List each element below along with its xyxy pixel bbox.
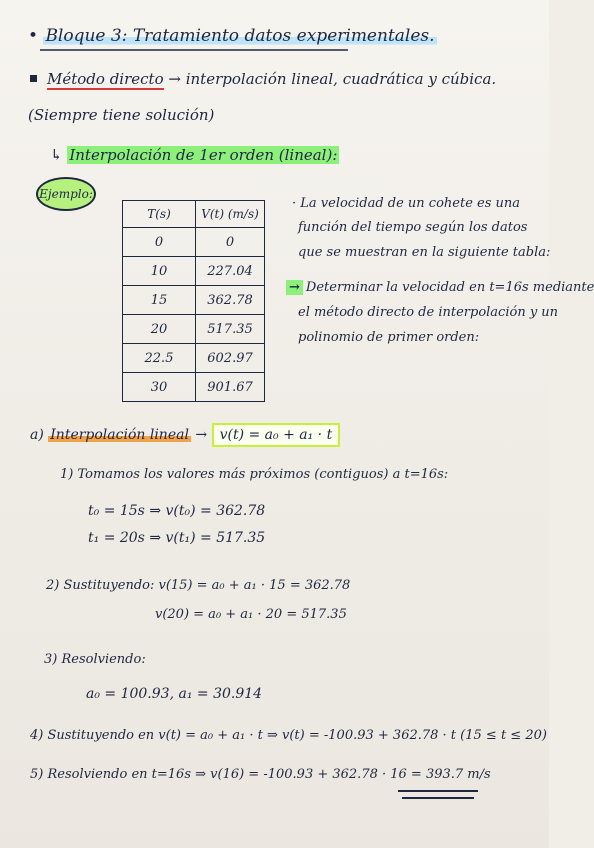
note-line-4 [286, 280, 594, 295]
square-bullet-icon [30, 75, 37, 82]
table-cell: 517.35 [196, 315, 265, 344]
step-1: 1) Tomamos los valores más próximos (contiguos) a t=16s: [60, 467, 449, 482]
result-underline [402, 797, 474, 799]
data-table [122, 200, 265, 402]
table-cell: 20 [123, 315, 196, 344]
metodo-line [30, 70, 496, 88]
section-a-label: Interpolación lineal [50, 427, 189, 443]
header-velocity: V(t) (m/s) [196, 201, 265, 228]
table-cell: 227.04 [196, 257, 265, 286]
result-underline [398, 790, 478, 792]
step-4: 4) Sustituyendo en v(t) = a₀ + a₁ · t ⇒ v(t) = -100.93 + 362.78 · t (15 ≤ t ≤ 20) [30, 728, 547, 743]
note-line-1: · La velocidad de un cohete es una [292, 196, 521, 211]
section-a-prefix: a) [30, 427, 49, 443]
table-cell: 602.97 [196, 344, 265, 373]
ejemplo-badge: Ejemplo: [36, 177, 96, 211]
note-line-3: que se muestran en la siguiente tabla: [298, 245, 551, 260]
step-2-eq2: v(20) = a₀ + a₁ · 20 = 517.35 [155, 607, 347, 622]
table-row [123, 344, 265, 373]
arrow-right-icon: → [286, 280, 303, 295]
note-line-6: polinomio de primer orden: [298, 330, 480, 345]
table-cell: 0 [123, 228, 196, 257]
section-a-heading [30, 427, 340, 443]
step-1-t1: t₁ = 20s ⇒ v(t₁) = 517.35 [88, 530, 266, 546]
note-line-2: función del tiempo según los datos [298, 220, 528, 235]
table-cell: 0 [196, 228, 265, 257]
page-title: • Bloque 3: Tratamiento datos experimentales. [28, 26, 435, 46]
table-row [123, 373, 265, 402]
table-cell: 30 [123, 373, 196, 402]
title-text: Bloque 3: Tratamiento datos experimentales. [45, 26, 435, 46]
step-3-result: a₀ = 100.93, a₁ = 30.914 [86, 686, 263, 702]
metodo-note: (Siempre tiene solución) [28, 106, 215, 124]
step-5: 5) Resolviendo en t=16s ⇒ v(16) = -100.93 + 362.78 · 16 = 393.7 m/s [30, 767, 491, 782]
note-line-5: el método directo de interpolación y un [298, 305, 559, 320]
arrow-icon: → [190, 427, 212, 443]
table-cell: 15 [123, 286, 196, 315]
table-row [123, 286, 265, 315]
table-row [123, 257, 265, 286]
table-cell: 10 [123, 257, 196, 286]
subheading [50, 146, 339, 164]
subhead-label: Interpolación de 1er orden (lineal): [69, 146, 338, 164]
note-line-4-text: Determinar la velocidad en t=16s mediante [305, 280, 594, 295]
step-2-eq1: 2) Sustituyendo: v(15) = a₀ + a₁ · 15 = 362.78 [46, 578, 351, 593]
step-3: 3) Resolviendo: [44, 652, 146, 667]
table-row [123, 315, 265, 344]
table-row [123, 228, 265, 257]
step-1-t0: t₀ = 15s ⇒ v(t₀) = 362.78 [88, 503, 266, 519]
table-cell: 901.67 [196, 373, 265, 402]
table-cell: 22.5 [123, 344, 196, 373]
header-time: T(s) [123, 201, 196, 228]
metodo-label: Método directo [47, 70, 164, 88]
formula-box: v(t) = a₀ + a₁ · t [212, 423, 341, 447]
title-underline [40, 49, 348, 51]
metodo-rest: → interpolación lineal, cuadrática y cúbica. [168, 70, 497, 88]
table-cell: 362.78 [196, 286, 265, 315]
subhead-arrow: ↳ [50, 146, 68, 164]
table-header-row [123, 201, 265, 228]
